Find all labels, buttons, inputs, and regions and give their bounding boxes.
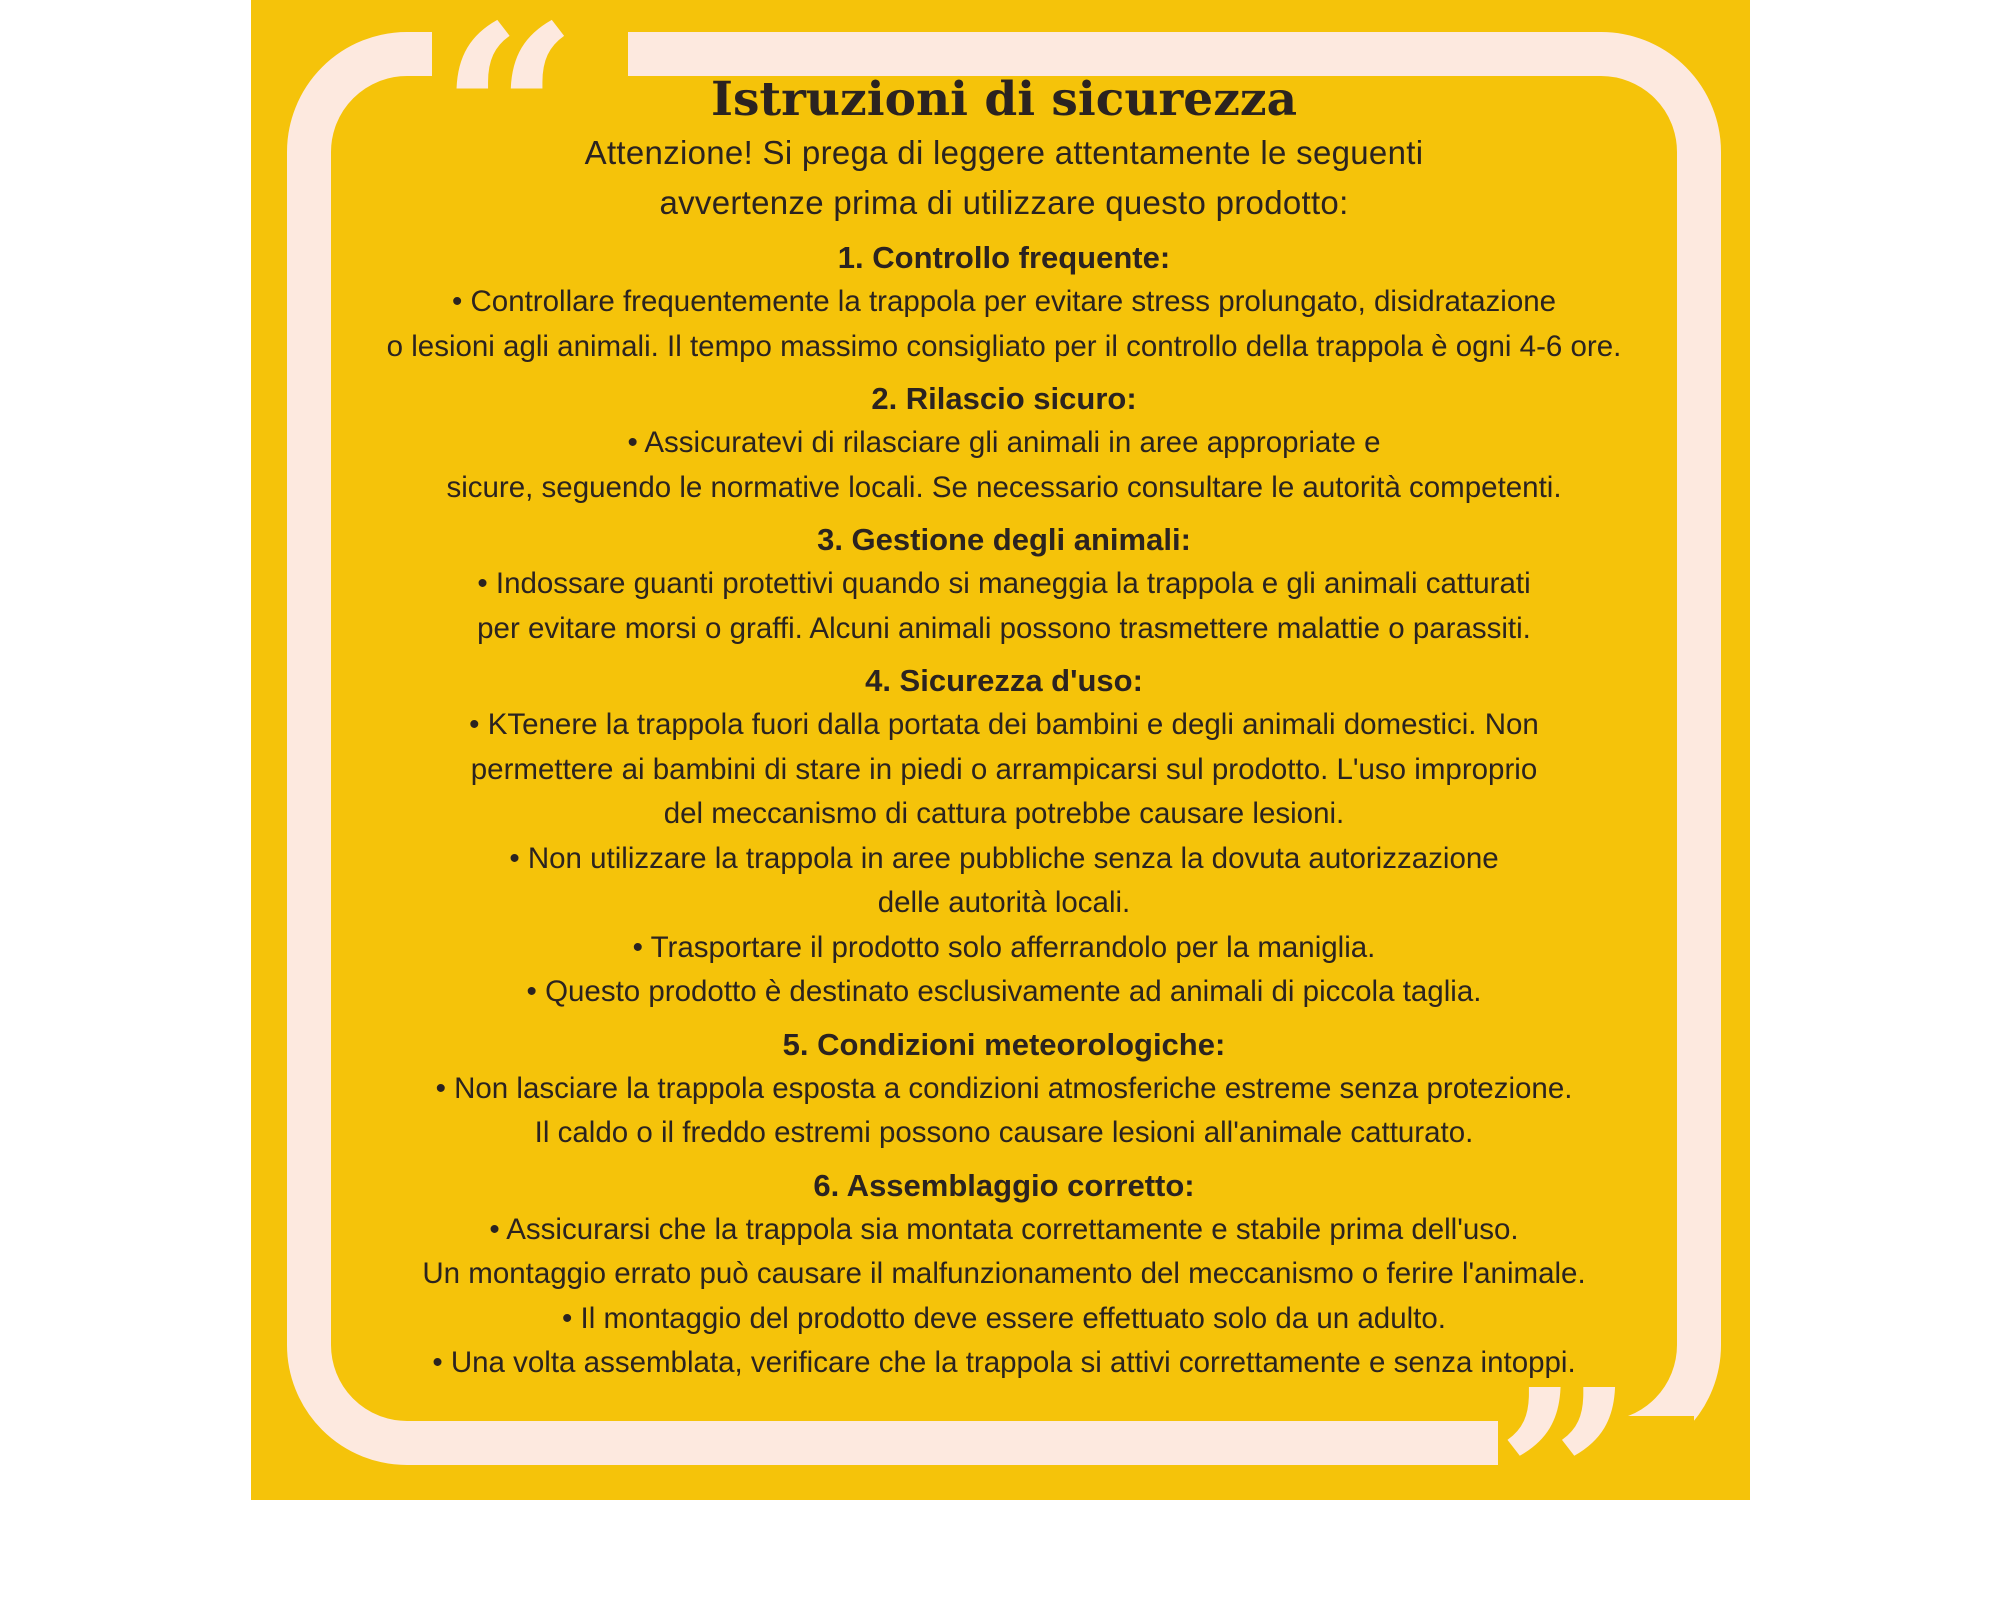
section-text-line: • Indossare guanti protettivi quando si maneggia la trappola e gli animali catturati (477, 567, 1531, 600)
section-2 (300, 377, 1708, 510)
section-text-line: Il caldo o il freddo estremi possono causare lesioni all'animale catturato. (534, 1116, 1474, 1149)
section-1 (300, 236, 1708, 369)
page-title: Istruzioni di sicurezza (710, 72, 1298, 127)
section-5 (300, 1023, 1708, 1156)
sections-list (300, 236, 1708, 1386)
section-3 (300, 518, 1708, 651)
section-text-line: • Non lasciare la trappola esposta a condizioni atmosferiche estreme senza protezione. (435, 1071, 1573, 1105)
section-6 (300, 1164, 1708, 1386)
section-text-line: Un montaggio errato può causare il malfunzionamento del meccanismo o ferire l'animale. (422, 1257, 1586, 1290)
section-text-line: permettere ai bambini di stare in piedi o arrampicarsi sul prodotto. L'uso improprio (470, 752, 1538, 786)
section-text-line: per evitare morsi o graffi. Alcuni animali possono trasmettere malattie o parassiti. (477, 611, 1531, 645)
section-text-line: o lesioni agli animali. Il tempo massimo consigliato per il controllo della trappola è ogni 4-6 ore. (386, 329, 1622, 363)
section-text-line: • KTenere la trappola fuori dalla portata dei bambini e degli animali domestici. Non (469, 708, 1539, 741)
section-heading: 3. Gestione degli animali: (817, 522, 1191, 557)
section-text-line: • Assicurarsi che la trappola sia montata correttamente e stabile prima dell'uso. (489, 1212, 1519, 1246)
section-heading: 2. Rilascio sicuro: (871, 381, 1137, 416)
intro-text: Attenzione! Si prega di leggere attentamente le seguenti avvertenze prima di utilizzare questo prodotto: (584, 134, 1424, 221)
section-4 (300, 659, 1708, 1015)
section-heading: 6. Assemblaggio corretto: (813, 1167, 1195, 1203)
open-quote-icon: “ (440, 0, 579, 255)
section-text-line: del meccanismo di cattura potrebbe causare lesioni. (663, 797, 1345, 830)
section-text-line: delle autorità locali. (877, 886, 1131, 919)
section-text-line: • Controllare frequentemente la trappola per evitare stress prolungato, disidratazione (451, 285, 1557, 318)
section-heading: 5. Condizioni meteorologiche: (782, 1026, 1226, 1062)
section-text-line: • Non utilizzare la trappola in aree pubbliche senza la dovuta autorizzazione (509, 841, 1499, 875)
instructions-content (300, 72, 1708, 1386)
section-text-line: • Assicuratevi di rilasciare gli animali in aree appropriate e (627, 426, 1381, 459)
section-text-line: • Una volta assemblata, verificare che la trappola si attivi correttamente e senza intoppi. (432, 1346, 1576, 1379)
section-heading: 4. Sicurezza d'uso: (865, 663, 1143, 698)
section-heading: 1. Controllo frequente: (837, 240, 1171, 275)
section-text-line: • Questo prodotto è destinato esclusivamente ad animali di piccola taglia. (526, 975, 1482, 1008)
section-text-line: sicure, seguendo le normative locali. Se necessario consultare le autorità competenti. (446, 470, 1562, 504)
section-text-line: • Il montaggio del prodotto deve essere effettuato solo da un adulto. (562, 1301, 1446, 1335)
close-quote-icon: ” (1496, 1337, 1635, 1619)
section-text-line: • Trasportare il prodotto solo afferrandolo per la maniglia. (632, 930, 1376, 964)
